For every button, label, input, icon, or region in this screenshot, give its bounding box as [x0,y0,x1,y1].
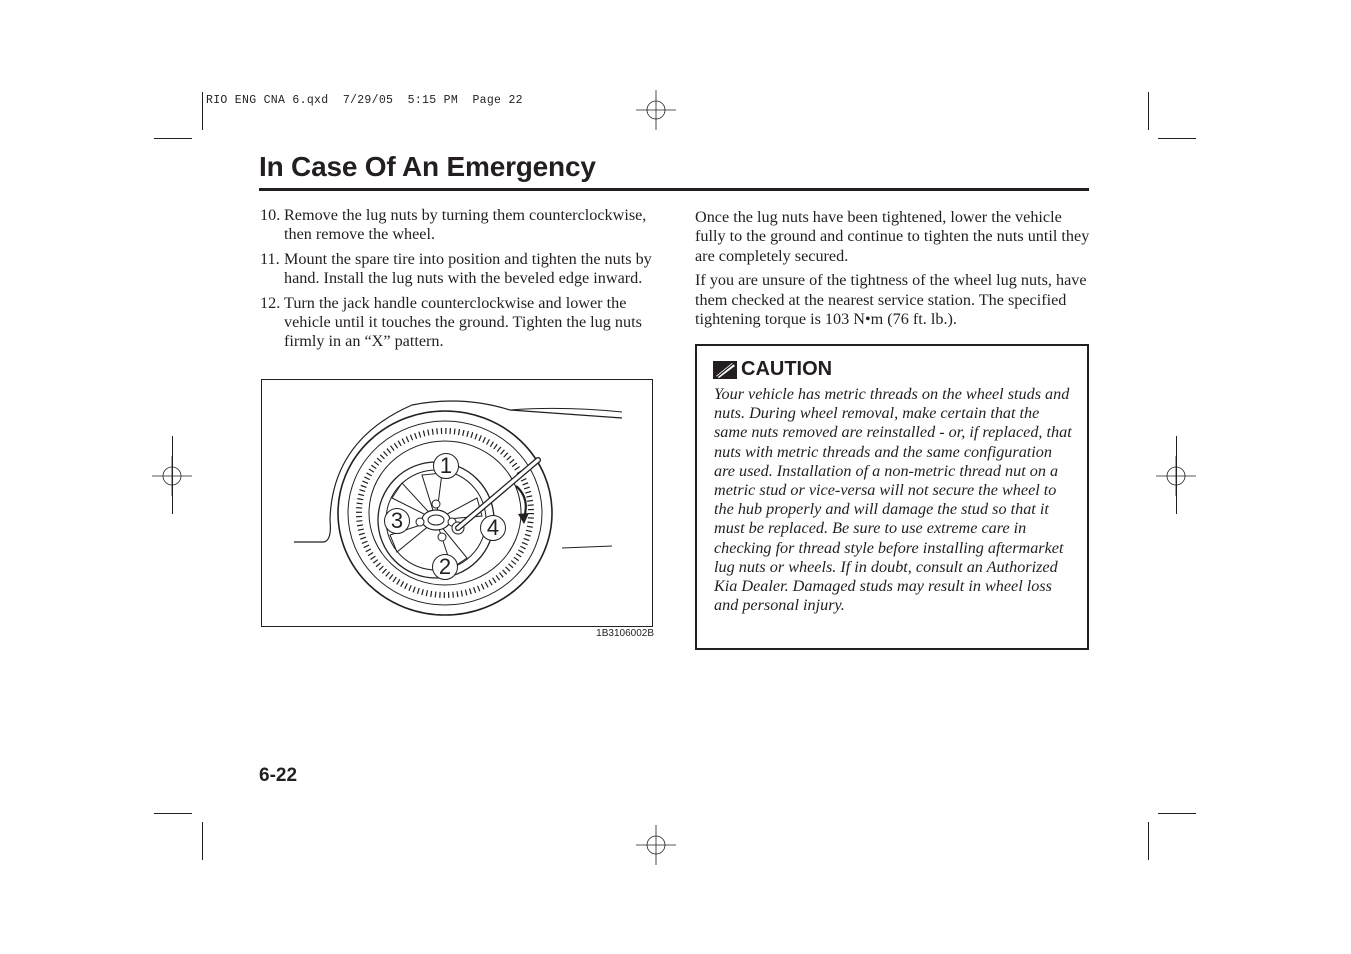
registration-mark-icon [636,825,676,865]
procedure-steps [260,206,660,357]
step-text: Mount the spare tire into position and tighten the nuts by hand. Install the lug nuts with the beveled edge inward. [284,249,652,288]
crop-mark [1148,92,1149,130]
caution-label: CAUTION [741,358,833,380]
registration-mark-icon [636,90,676,130]
wheel-illustration [261,379,653,627]
figure-caption: 1B3106002B [596,628,654,639]
paragraph: Once the lug nuts have been tightened, lower the vehicle fully to the ground and continue to tighten the nuts until they are completely secured. [695,208,1090,265]
crop-mark [1158,813,1196,814]
crop-mark [154,138,192,139]
crop-mark [1148,822,1149,860]
caution-text: Your vehicle has metric threads on the wheel studs and nuts. During wheel removal, make certain that the same nuts removed are reinstalled - or, if replaced, that nuts with metric threads and the same configuration are used. Installation of a non-metric thread nut on a metric stud or vice-versa will not secure the wheel to the hub properly and will damage the stud so that it must be replaced. Be sure to use extreme care in checking for thread style before installing aftermarket lug nuts or wheels. If in doubt, consult an Authorized Kia Dealer. Damaged studs may result in wheel loss and personal injury. [714,385,1072,615]
crop-mark [172,436,173,514]
crop-mark [202,92,203,130]
step-text: Remove the lug nuts by turning them counterclockwise, then remove the wheel. [284,206,647,244]
caution-box [695,344,1089,650]
crop-mark [154,813,192,814]
caution-icon [713,361,737,379]
crop-mark [202,822,203,860]
page-number: 6-22 [259,765,298,786]
step-item [260,206,660,245]
crop-mark [1158,138,1196,139]
print-slug: RIO ENG CNA 6.qxd 7/29/05 5:15 PM Page 22 [206,94,523,107]
paragraph: If you are unsure of the tightness of the wheel lug nuts, have them checked at the nearest service station. The specified tightening torque is 103 N•m (76 ft. lb.). [695,271,1087,329]
right-column [695,208,1095,334]
title-rule [259,188,1089,191]
wheel-lug-nut-diagram [262,380,652,626]
callout-3: 3 [384,508,410,534]
callout-2: 2 [432,554,458,580]
step-item [260,294,660,352]
caution-heading [713,358,832,381]
page-title: In Case Of An Emergency [259,151,596,182]
callout-4: 4 [480,515,506,541]
step-text: Turn the jack handle counterclockwise and lower the vehicle until it touches the ground. Tighten the lug nuts firmly in an “X” pattern. [284,293,642,351]
step-number: 11. [260,249,280,268]
step-number: 10. [260,206,281,224]
crop-mark [1176,436,1177,514]
callout-1: 1 [433,453,459,479]
step-number: 12. [260,293,281,312]
step-item [260,250,660,289]
